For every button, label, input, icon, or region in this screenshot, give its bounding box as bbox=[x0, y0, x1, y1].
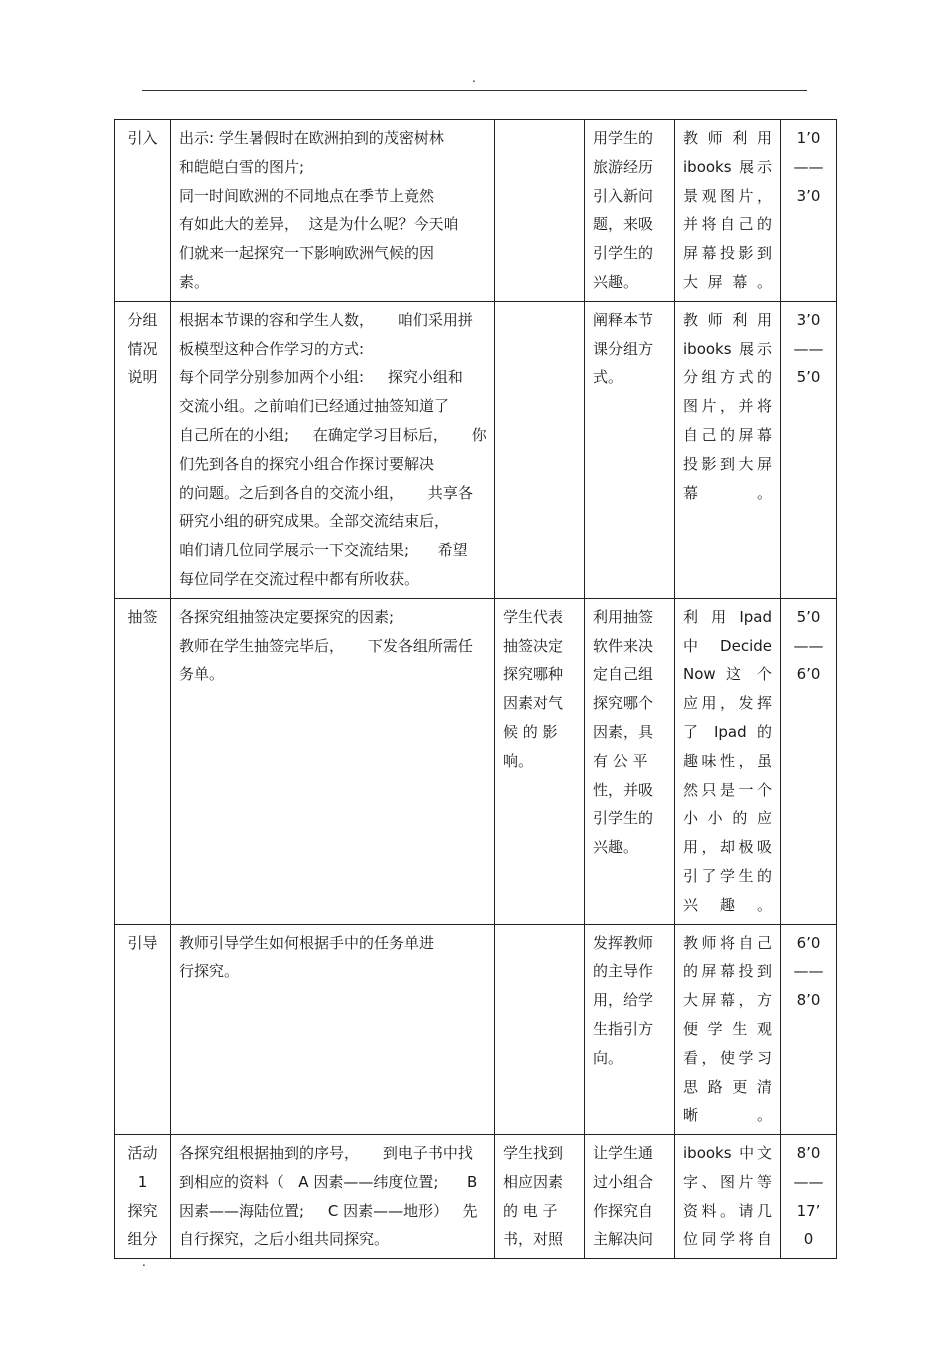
time-allocation-line: —— bbox=[793, 962, 824, 981]
student-activity-line: 候 的 影 bbox=[503, 722, 558, 741]
table-row bbox=[115, 924, 837, 1135]
activity-content-line: 自己所在的小组; 在确定学习目标后， 你 bbox=[179, 425, 487, 444]
time-allocation-line: 5’0 bbox=[796, 368, 821, 387]
table-row bbox=[115, 1135, 837, 1259]
time-allocation-cell bbox=[781, 1135, 837, 1259]
time-allocation-line: 0 bbox=[803, 1230, 814, 1249]
media-use-line: Now 这 个 bbox=[683, 665, 772, 684]
media-use-cell bbox=[675, 1135, 781, 1259]
stage-name-line: 组分 bbox=[127, 1230, 158, 1249]
design-intent-line: 阐释本节 bbox=[593, 310, 654, 329]
activity-content-line: 和皑皑白雪的图片; bbox=[179, 157, 305, 176]
design-intent-line: 课分组方 bbox=[593, 339, 654, 358]
stage-name-cell bbox=[115, 301, 171, 598]
activity-content-line: 根据本节课的容和学生人数， 咱们采用拼 bbox=[179, 310, 473, 329]
design-intent-line: 有 公 平 bbox=[593, 751, 648, 770]
design-intent-line: 引学生的 bbox=[593, 809, 654, 828]
time-allocation-line: 6’0 bbox=[796, 933, 821, 952]
header-dot: . bbox=[472, 71, 476, 85]
media-use-cell bbox=[675, 301, 781, 598]
media-use-line: 看，使学习 bbox=[683, 1048, 772, 1067]
media-use-line: 应用，发挥 bbox=[683, 694, 772, 713]
activity-content-line: 每位同学在交流过程中都有所收获。 bbox=[179, 569, 420, 588]
activity-content-cell bbox=[171, 1135, 495, 1259]
header-rule bbox=[142, 90, 807, 91]
design-intent-line: 式。 bbox=[593, 368, 624, 387]
activity-content-cell bbox=[171, 120, 495, 302]
media-use-cell bbox=[675, 598, 781, 924]
activity-content-line: 同一时间欧洲的不同地点在季节上竟然 bbox=[179, 186, 435, 205]
time-allocation-cell bbox=[781, 598, 837, 924]
design-intent-line: 发挥教师 bbox=[593, 933, 654, 952]
time-allocation-line: —— bbox=[793, 339, 824, 358]
student-activity-line: 探究哪种 bbox=[503, 665, 564, 684]
media-use-line: 分组方式的 bbox=[683, 368, 772, 387]
activity-content-line: 务单。 bbox=[179, 665, 225, 684]
design-intent-line: 软件来决 bbox=[593, 636, 654, 655]
media-use-line: 并将自己的 bbox=[683, 215, 772, 234]
media-use-line: 自己的屏幕 bbox=[683, 425, 772, 444]
media-use-line: 利 用 Ipad bbox=[683, 607, 772, 626]
design-intent-line: 生指引方 bbox=[593, 1019, 654, 1038]
activity-content-line: 教师引导学生如何根据手中的任务单进 bbox=[179, 933, 435, 952]
design-intent-line: 作探究自 bbox=[593, 1201, 654, 1220]
design-intent-line: 引入新问 bbox=[593, 186, 654, 205]
student-activity-line: 因素对气 bbox=[503, 694, 564, 713]
activity-content-line: 咱们请几位同学展示一下交流结果; 希望 bbox=[179, 541, 468, 560]
stage-name-line: 1 bbox=[137, 1172, 148, 1191]
media-use-line: 兴趣。 bbox=[683, 895, 772, 914]
design-intent-line: 引学生的 bbox=[593, 244, 654, 263]
design-intent-line: 旅游经历 bbox=[593, 157, 654, 176]
media-use-line: 用，却极吸 bbox=[683, 838, 772, 857]
stage-name-line: 探究 bbox=[127, 1201, 158, 1220]
time-allocation-line: —— bbox=[793, 1172, 824, 1191]
time-allocation-cell bbox=[781, 924, 837, 1135]
stage-name-line: 引导 bbox=[127, 933, 158, 952]
time-allocation-cell bbox=[781, 301, 837, 598]
activity-content-line: 自行探究，之后小组共同探究。 bbox=[179, 1230, 390, 1249]
activity-content-line: 们先到各自的探究小组合作探讨要解决 bbox=[179, 454, 435, 473]
media-use-line: 教 师 利 用 bbox=[683, 310, 772, 329]
time-allocation-line: 1’0 bbox=[796, 129, 821, 147]
design-intent-cell bbox=[585, 924, 675, 1135]
activity-content-line: 素。 bbox=[179, 272, 210, 291]
table-row bbox=[115, 301, 837, 598]
time-allocation-cell bbox=[781, 120, 837, 302]
activity-content-line: 研究小组的研究成果。全部交流结束后， bbox=[179, 512, 450, 531]
stage-name-line: 说明 bbox=[127, 368, 158, 387]
media-use-line: 资料。请几 bbox=[683, 1201, 772, 1220]
design-intent-cell bbox=[585, 301, 675, 598]
design-intent-line: 因素，具 bbox=[593, 722, 654, 741]
student-activity-cell bbox=[495, 924, 585, 1135]
table-row bbox=[115, 120, 837, 302]
design-intent-line: 定自己组 bbox=[593, 665, 654, 684]
activity-content-cell bbox=[171, 924, 495, 1135]
student-activity-line: 学生找到 bbox=[503, 1144, 564, 1163]
time-allocation-line: 8’0 bbox=[796, 991, 821, 1010]
media-use-line: 引了学生的 bbox=[683, 866, 772, 885]
media-use-line: 了 Ipad 的 bbox=[683, 722, 772, 741]
media-use-line: 字、图片等 bbox=[683, 1172, 772, 1191]
stage-name-line: 活动 bbox=[127, 1144, 158, 1163]
activity-content-line: 们就来一起探究一下影响欧洲气候的因 bbox=[179, 244, 435, 263]
design-intent-cell bbox=[585, 598, 675, 924]
student-activity-line: 响。 bbox=[503, 751, 534, 770]
lesson-plan-table bbox=[114, 119, 837, 1259]
student-activity-cell bbox=[495, 301, 585, 598]
media-use-line: 中 Decide bbox=[683, 636, 772, 655]
student-activity-line: 学生代表 bbox=[503, 607, 564, 626]
activity-content-line: 板模型这种合作学习的方式: bbox=[179, 339, 365, 358]
design-intent-cell bbox=[585, 1135, 675, 1259]
media-use-line: 投影到大屏 bbox=[683, 454, 772, 473]
media-use-line: 景观图片， bbox=[683, 186, 772, 205]
student-activity-cell bbox=[495, 120, 585, 302]
design-intent-line: 过小组合 bbox=[593, 1172, 654, 1191]
media-use-line: 图片，并将 bbox=[683, 397, 772, 416]
time-allocation-line: —— bbox=[793, 636, 824, 655]
media-use-line: 位同学将自 bbox=[683, 1230, 772, 1249]
student-activity-cell bbox=[495, 1135, 585, 1259]
activity-content-line: 每个同学分别参加两个小组: 探究小组和 bbox=[179, 368, 463, 387]
media-use-line: 教 师 利 用 bbox=[683, 129, 772, 147]
activity-content-line: 各探究组根据抽到的序号， 到电子书中找 bbox=[179, 1144, 473, 1163]
media-use-cell bbox=[675, 120, 781, 302]
activity-content-cell bbox=[171, 598, 495, 924]
stage-name-cell bbox=[115, 924, 171, 1135]
media-use-line: ibooks 展示 bbox=[683, 157, 772, 176]
design-intent-line: 利用抽签 bbox=[593, 607, 654, 626]
activity-content-line: 各探究组抽签决定要探究的因素; bbox=[179, 607, 395, 626]
student-activity-line: 书，对照 bbox=[503, 1230, 564, 1249]
activity-content-line: 的问题。之后到各自的交流小组， 共享各 bbox=[179, 483, 473, 502]
media-use-line: 幕。 bbox=[683, 483, 772, 502]
time-allocation-line: 3’0 bbox=[796, 310, 821, 329]
time-allocation-line: 6’0 bbox=[796, 665, 821, 684]
media-use-cell bbox=[675, 924, 781, 1135]
media-use-line: 大屏幕。 bbox=[683, 272, 772, 291]
time-allocation-line: 5’0 bbox=[796, 607, 821, 626]
media-use-line: 的屏幕投到 bbox=[683, 962, 772, 981]
media-use-line: 晰。 bbox=[683, 1106, 772, 1125]
stage-name-cell bbox=[115, 120, 171, 302]
media-use-line: 教师将自己 bbox=[683, 933, 772, 952]
stage-name-line: 引入 bbox=[127, 129, 158, 147]
stage-name-line: 抽签 bbox=[127, 607, 158, 626]
media-use-line: ibooks 展示 bbox=[683, 339, 772, 358]
media-use-line: ibooks 中文 bbox=[683, 1144, 772, 1163]
design-intent-cell bbox=[585, 120, 675, 302]
design-intent-line: 的主导作 bbox=[593, 962, 654, 981]
media-use-line: 思 路 更 清 bbox=[683, 1077, 772, 1096]
activity-content-line: 交流小组。之前咱们已经通过抽签知道了 bbox=[179, 397, 450, 416]
lesson-plan-body bbox=[115, 120, 837, 1259]
activity-content-line: 到相应的资料（ A 因素——纬度位置; B bbox=[179, 1172, 478, 1191]
media-use-line: 趣味性，虽 bbox=[683, 751, 772, 770]
stage-name-line: 情况 bbox=[127, 339, 158, 358]
time-allocation-line: 17’ bbox=[796, 1201, 821, 1220]
media-use-line: 小 小 的 应 bbox=[683, 809, 772, 828]
stage-name-cell bbox=[115, 1135, 171, 1259]
time-allocation-line: 8’0 bbox=[796, 1144, 821, 1163]
time-allocation-line: 3’0 bbox=[796, 186, 821, 205]
design-intent-line: 用，给学 bbox=[593, 991, 654, 1010]
activity-content-line: 教师在学生抽签完毕后， 下发各组所需任 bbox=[179, 636, 473, 655]
media-use-line: 大屏幕，方 bbox=[683, 991, 772, 1010]
media-use-line: 然只是一个 bbox=[683, 780, 772, 799]
stage-name-line: 分组 bbox=[127, 310, 158, 329]
activity-content-line: 行探究。 bbox=[179, 962, 240, 981]
table-row bbox=[115, 598, 837, 924]
design-intent-line: 兴趣。 bbox=[593, 272, 639, 291]
design-intent-line: 主解决问 bbox=[593, 1230, 654, 1249]
activity-content-line: 因素——海陆位置; C 因素——地形） 先 bbox=[179, 1201, 478, 1220]
student-activity-cell bbox=[495, 598, 585, 924]
stage-name-cell bbox=[115, 598, 171, 924]
footer-dot: . bbox=[142, 1255, 146, 1269]
design-intent-line: 性，并吸 bbox=[593, 780, 654, 799]
student-activity-line: 的 电 子 bbox=[503, 1201, 558, 1220]
time-allocation-line: —— bbox=[793, 157, 824, 176]
media-use-line: 便 学 生 观 bbox=[683, 1019, 772, 1038]
media-use-line: 屏幕投影到 bbox=[683, 244, 772, 263]
design-intent-line: 兴趣。 bbox=[593, 838, 639, 857]
student-activity-line: 相应因素 bbox=[503, 1172, 564, 1191]
student-activity-line: 抽签决定 bbox=[503, 636, 564, 655]
design-intent-line: 用学生的 bbox=[593, 129, 654, 147]
design-intent-line: 题，来吸 bbox=[593, 215, 654, 234]
activity-content-line: 出示: 学生暑假时在欧洲拍到的茂密树林 bbox=[179, 129, 444, 147]
activity-content-cell bbox=[171, 301, 495, 598]
design-intent-line: 让学生通 bbox=[593, 1144, 654, 1163]
activity-content-line: 有如此大的差异， 这是为什么呢？今天咱 bbox=[179, 215, 459, 234]
design-intent-line: 向。 bbox=[593, 1048, 624, 1067]
design-intent-line: 探究哪个 bbox=[593, 694, 654, 713]
